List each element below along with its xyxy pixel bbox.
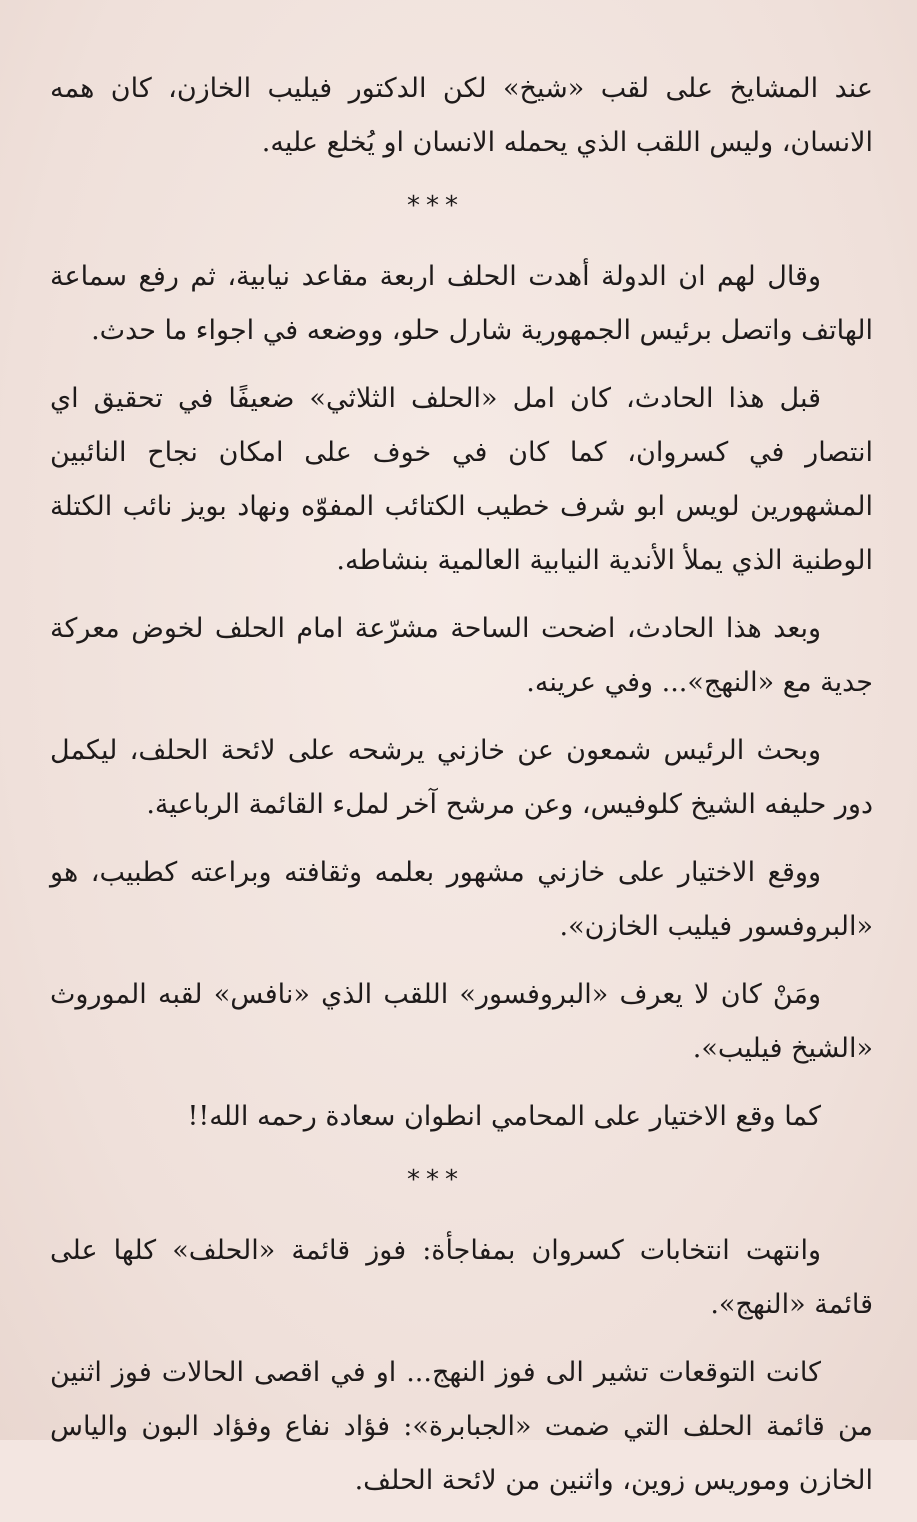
paragraph: وبحث الرئيس شمعون عن خازني يرشحه على لائحة الحلف، ليكمل دور حليفه الشيخ كلوفيس، وعن مرشح آخر لملء القائمة الرباعية. bbox=[50, 735, 873, 820]
paragraph: وانتهت انتخابات كسروان بمفاجأة: فوز قائمة «الحلف» كلها على قائمة «النهج». bbox=[50, 1235, 873, 1320]
section-separator: *** bbox=[407, 191, 464, 221]
paragraph: كانت التوقعات تشير الى فوز النهج... او في اقصى الحالات فوز اثنين من قائمة الحلف التي ضمت «الجبابرة»: فؤاد نفاع وفؤاد البون والياس الخازن وموريس زوين، واثنين من لائحة الحلف. bbox=[50, 1357, 873, 1496]
paragraph: وقال لهم ان الدولة أهدت الحلف اربعة مقاعد نيابية، ثم رفع سماعة الهاتف واتصل برئيس الجمهورية شارل حلو، ووضعه في اجواء ما حدث. bbox=[50, 261, 873, 346]
paragraph: ووقع الاختيار على خازني مشهور بعلمه وثقافته وبراعته كطبيب، هو «البروفسور فيليب الخازن». bbox=[50, 857, 873, 942]
page-text bbox=[50, 62, 873, 1522]
paragraph: وبعد هذا الحادث، اضحت الساحة مشرّعة امام الحلف لخوض معركة جدية مع «النهج»... وفي عرينه. bbox=[50, 613, 873, 698]
paragraph: ومَنْ كان لا يعرف «البروفسور» اللقب الذي «نافس» لقبه الموروث «الشيخ فيليب». bbox=[50, 979, 873, 1064]
paragraph: عند المشايخ على لقب «شيخ» لكن الدكتور فيليب الخازن، كان همه الانسان، وليس اللقب الذي يحمله الانسان او يُخلع عليه. bbox=[50, 73, 873, 158]
paragraph: كما وقع الاختيار على المحامي انطوان سعادة رحمه الله!! bbox=[187, 1101, 821, 1132]
section-separator: *** bbox=[407, 1165, 464, 1195]
paragraph: قبل هذا الحادث، كان امل «الحلف الثلاثي» ضعيفًا في تحقيق اي انتصار في كسروان، كما كان في خوف على امكان نجاح النائبين المشهورين لويس ابو شرف خطيب الكتائب المفوّه ونهاد بويز نائب الكتلة الوطنية الذي يملأ الأندية النيابية العالمية بنشاطه. bbox=[50, 383, 873, 576]
